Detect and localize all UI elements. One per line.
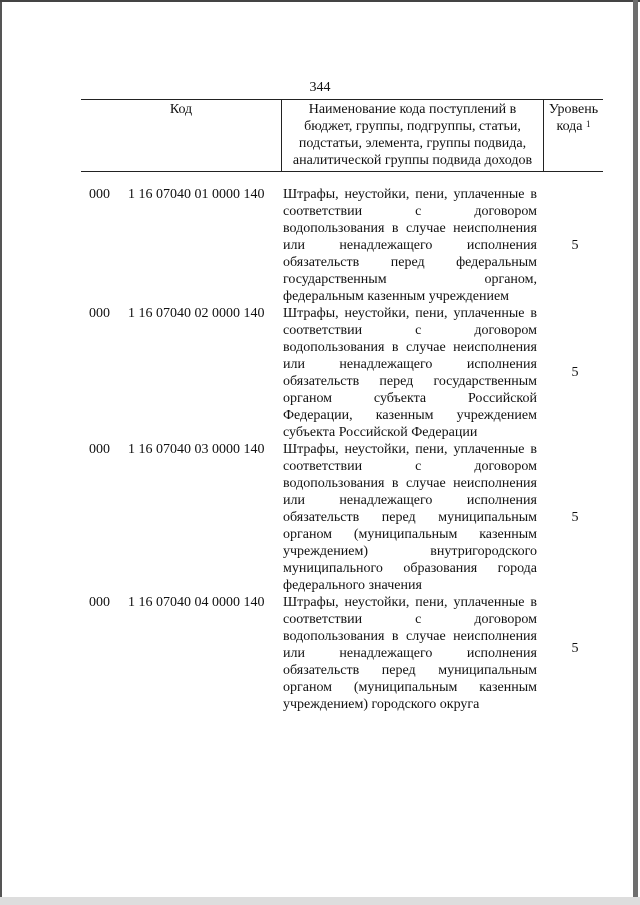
income-name-line: Штрафы, неустойки, пени, уплаченные в bbox=[283, 595, 537, 610]
header-level-line: Уровень bbox=[548, 102, 599, 117]
income-name-line: органом (муниципальным казенным bbox=[283, 680, 537, 695]
income-name-line: соответствии с договором bbox=[283, 459, 537, 474]
page-number: 344 bbox=[309, 80, 331, 95]
header-level-line bbox=[544, 118, 603, 135]
admin-code: 000 bbox=[89, 442, 110, 457]
page-border-top bbox=[0, 0, 640, 2]
income-name-line: Федерации, казенным учреждением bbox=[283, 408, 537, 423]
income-name-line: учреждением) внутригородского bbox=[283, 544, 537, 559]
income-name-line: водопользования в случае неисполнения bbox=[283, 476, 537, 491]
table-header bbox=[81, 99, 603, 172]
income-name-line: или ненадлежащего исполнения bbox=[283, 493, 537, 508]
income-name bbox=[283, 594, 537, 713]
page-border-right bbox=[633, 0, 638, 905]
footnote-marker: 1 bbox=[586, 119, 591, 129]
income-name-line: обязательств перед муниципальным bbox=[283, 510, 537, 525]
header-name-line: бюджет, группы, подгруппы, статьи, bbox=[304, 119, 521, 134]
code-level: 5 bbox=[571, 510, 579, 525]
income-code: 1 16 07040 03 0000 140 bbox=[128, 442, 265, 457]
income-name-line: соответствии с договором bbox=[283, 612, 537, 627]
income-name-line: соответствии с договором bbox=[283, 323, 537, 338]
income-name-line: учреждением) городского округа bbox=[283, 697, 480, 712]
admin-code: 000 bbox=[89, 306, 110, 321]
income-name-line: обязательств перед государственным bbox=[283, 374, 537, 389]
header-level bbox=[544, 101, 603, 135]
income-name-line: обязательств перед муниципальным bbox=[283, 663, 537, 678]
income-name-line: водопользования в случае неисполнения bbox=[283, 221, 537, 236]
income-name-line: водопользования в случае неисполнения bbox=[283, 340, 537, 355]
code-level: 5 bbox=[571, 641, 579, 656]
page-border-left bbox=[0, 0, 2, 905]
income-code: 1 16 07040 02 0000 140 bbox=[128, 306, 265, 321]
income-code: 1 16 07040 01 0000 140 bbox=[128, 187, 265, 202]
header-level-text: кода bbox=[556, 119, 583, 134]
code-level: 5 bbox=[571, 238, 579, 253]
code-level: 5 bbox=[571, 365, 579, 380]
income-name-line: органом (муниципальным казенным bbox=[283, 527, 537, 542]
income-name-line: субъекта Российской Федерации bbox=[283, 425, 478, 440]
income-name bbox=[283, 441, 537, 594]
income-name-line: муниципального образования города bbox=[283, 561, 537, 576]
income-name-line: государственным органом, bbox=[283, 272, 537, 287]
income-name-line: или ненадлежащего исполнения bbox=[283, 238, 537, 253]
income-name-line: обязательств перед федеральным bbox=[283, 255, 537, 270]
income-name-line: водопользования в случае неисполнения bbox=[283, 629, 537, 644]
income-name-line: федеральным казенным учреждением bbox=[283, 289, 510, 304]
admin-code: 000 bbox=[89, 595, 110, 610]
header-name-line: подстатьи, элемента, группы подвида, bbox=[298, 136, 527, 151]
income-name-line: органом субъекта Российской bbox=[283, 391, 537, 406]
admin-code: 000 bbox=[89, 187, 110, 202]
income-name-line: федерального значения bbox=[283, 578, 422, 593]
header-code: Код bbox=[169, 102, 193, 117]
header-name-line: аналитической группы подвида доходов bbox=[292, 153, 533, 168]
income-name-line: или ненадлежащего исполнения bbox=[283, 646, 537, 661]
income-name-line: Штрафы, неустойки, пени, уплаченные в bbox=[283, 187, 537, 202]
income-name bbox=[283, 186, 537, 305]
income-name-line: Штрафы, неустойки, пени, уплаченные в bbox=[283, 306, 537, 321]
income-name-line: или ненадлежащего исполнения bbox=[283, 357, 537, 372]
income-name-line: соответствии с договором bbox=[283, 204, 537, 219]
page-border-bottom bbox=[0, 897, 640, 905]
header-name-line: Наименование кода поступлений в bbox=[308, 102, 517, 117]
income-code: 1 16 07040 04 0000 140 bbox=[128, 595, 265, 610]
header-name bbox=[282, 101, 543, 169]
income-name-line: Штрафы, неустойки, пени, уплаченные в bbox=[283, 442, 537, 457]
income-name bbox=[283, 305, 537, 441]
